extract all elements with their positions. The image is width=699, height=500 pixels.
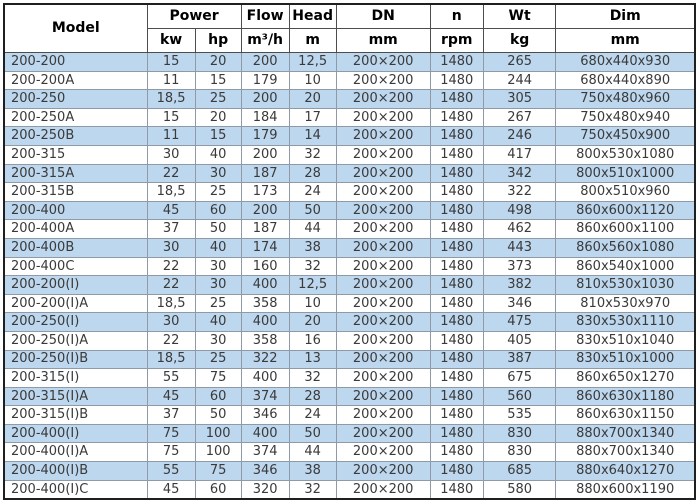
value-cell: 200×200 bbox=[336, 71, 430, 90]
pump-spec-table bbox=[3, 3, 696, 500]
table-row bbox=[4, 350, 695, 369]
value-cell: 24 bbox=[289, 183, 336, 202]
model-cell: 200-250 bbox=[4, 90, 147, 109]
value-cell: 173 bbox=[241, 183, 289, 202]
col-header-dn: DN bbox=[336, 4, 430, 29]
value-cell: 200 bbox=[241, 53, 289, 72]
model-cell: 200-250(I)A bbox=[4, 331, 147, 350]
value-cell: 60 bbox=[195, 480, 241, 499]
col-header-dim: Dim bbox=[556, 4, 695, 29]
value-cell: 1480 bbox=[430, 276, 483, 295]
table-row bbox=[4, 90, 695, 109]
value-cell: 860x600x1100 bbox=[556, 220, 695, 239]
value-cell: 346 bbox=[241, 406, 289, 425]
value-cell: 1480 bbox=[430, 220, 483, 239]
value-cell: 675 bbox=[483, 369, 556, 388]
value-cell: 1480 bbox=[430, 90, 483, 109]
model-cell: 200-200(I) bbox=[4, 276, 147, 295]
value-cell: 346 bbox=[483, 294, 556, 313]
value-cell: 1480 bbox=[430, 313, 483, 332]
table-row bbox=[4, 257, 695, 276]
value-cell: 1480 bbox=[430, 201, 483, 220]
value-cell: 32 bbox=[289, 480, 336, 499]
value-cell: 810x530x1030 bbox=[556, 276, 695, 295]
value-cell: 38 bbox=[289, 238, 336, 257]
value-cell: 200×200 bbox=[336, 276, 430, 295]
value-cell: 200×200 bbox=[336, 108, 430, 127]
value-cell: 22 bbox=[147, 331, 195, 350]
value-cell: 267 bbox=[483, 108, 556, 127]
value-cell: 244 bbox=[483, 71, 556, 90]
table-row bbox=[4, 443, 695, 462]
value-cell: 382 bbox=[483, 276, 556, 295]
value-cell: 498 bbox=[483, 201, 556, 220]
value-cell: 200×200 bbox=[336, 53, 430, 72]
value-cell: 443 bbox=[483, 238, 556, 257]
value-cell: 200×200 bbox=[336, 313, 430, 332]
model-cell: 200-400(I)A bbox=[4, 443, 147, 462]
value-cell: 28 bbox=[289, 164, 336, 183]
value-cell: 1480 bbox=[430, 350, 483, 369]
value-cell: 18,5 bbox=[147, 183, 195, 202]
value-cell: 580 bbox=[483, 480, 556, 499]
value-cell: 405 bbox=[483, 331, 556, 350]
value-cell: 860x650x1270 bbox=[556, 369, 695, 388]
value-cell: 200×200 bbox=[336, 462, 430, 481]
col-subheader-dim-unit: mm bbox=[556, 29, 695, 53]
value-cell: 750x480x960 bbox=[556, 90, 695, 109]
value-cell: 44 bbox=[289, 220, 336, 239]
table-row bbox=[4, 462, 695, 481]
value-cell: 1480 bbox=[430, 331, 483, 350]
value-cell: 200×200 bbox=[336, 387, 430, 406]
value-cell: 22 bbox=[147, 257, 195, 276]
value-cell: 37 bbox=[147, 220, 195, 239]
value-cell: 200×200 bbox=[336, 424, 430, 443]
value-cell: 18,5 bbox=[147, 90, 195, 109]
col-subheader-hp: hp bbox=[195, 29, 241, 53]
value-cell: 187 bbox=[241, 164, 289, 183]
value-cell: 75 bbox=[195, 369, 241, 388]
value-cell: 18,5 bbox=[147, 350, 195, 369]
value-cell: 800x510x960 bbox=[556, 183, 695, 202]
value-cell: 358 bbox=[241, 331, 289, 350]
value-cell: 830 bbox=[483, 443, 556, 462]
model-cell: 200-400B bbox=[4, 238, 147, 257]
col-header-flow: Flow bbox=[241, 4, 289, 29]
model-cell: 200-250(I) bbox=[4, 313, 147, 332]
value-cell: 184 bbox=[241, 108, 289, 127]
value-cell: 1480 bbox=[430, 108, 483, 127]
value-cell: 160 bbox=[241, 257, 289, 276]
value-cell: 200 bbox=[241, 201, 289, 220]
value-cell: 17 bbox=[289, 108, 336, 127]
value-cell: 800x510x1000 bbox=[556, 164, 695, 183]
value-cell: 200×200 bbox=[336, 145, 430, 164]
value-cell: 44 bbox=[289, 443, 336, 462]
value-cell: 32 bbox=[289, 369, 336, 388]
value-cell: 200×200 bbox=[336, 257, 430, 276]
model-cell: 200-400A bbox=[4, 220, 147, 239]
value-cell: 200×200 bbox=[336, 443, 430, 462]
model-cell: 200-200(I)A bbox=[4, 294, 147, 313]
table-row bbox=[4, 108, 695, 127]
col-header-model: Model bbox=[4, 4, 147, 53]
value-cell: 1480 bbox=[430, 71, 483, 90]
value-cell: 16 bbox=[289, 331, 336, 350]
value-cell: 400 bbox=[241, 276, 289, 295]
value-cell: 25 bbox=[195, 183, 241, 202]
value-cell: 750x480x940 bbox=[556, 108, 695, 127]
value-cell: 15 bbox=[147, 53, 195, 72]
value-cell: 1480 bbox=[430, 127, 483, 146]
value-cell: 800x530x1080 bbox=[556, 145, 695, 164]
model-cell: 200-400(I)B bbox=[4, 462, 147, 481]
col-subheader-kw: kw bbox=[147, 29, 195, 53]
value-cell: 20 bbox=[289, 90, 336, 109]
value-cell: 12,5 bbox=[289, 53, 336, 72]
value-cell: 1480 bbox=[430, 257, 483, 276]
table-row bbox=[4, 71, 695, 90]
value-cell: 14 bbox=[289, 127, 336, 146]
table-row bbox=[4, 183, 695, 202]
value-cell: 830x510x1040 bbox=[556, 331, 695, 350]
value-cell: 860x630x1150 bbox=[556, 406, 695, 425]
value-cell: 246 bbox=[483, 127, 556, 146]
value-cell: 75 bbox=[147, 424, 195, 443]
table-row bbox=[4, 201, 695, 220]
value-cell: 40 bbox=[195, 313, 241, 332]
value-cell: 680x440x890 bbox=[556, 71, 695, 90]
header-row-top bbox=[4, 4, 695, 29]
value-cell: 680x440x930 bbox=[556, 53, 695, 72]
value-cell: 830x510x1000 bbox=[556, 350, 695, 369]
model-cell: 200-250B bbox=[4, 127, 147, 146]
table-row bbox=[4, 145, 695, 164]
value-cell: 374 bbox=[241, 443, 289, 462]
model-cell: 200-315(I)B bbox=[4, 406, 147, 425]
value-cell: 30 bbox=[147, 145, 195, 164]
value-cell: 50 bbox=[195, 220, 241, 239]
value-cell: 10 bbox=[289, 71, 336, 90]
value-cell: 75 bbox=[195, 462, 241, 481]
value-cell: 475 bbox=[483, 313, 556, 332]
model-cell: 200-315(I) bbox=[4, 369, 147, 388]
value-cell: 50 bbox=[289, 424, 336, 443]
model-cell: 200-250A bbox=[4, 108, 147, 127]
value-cell: 400 bbox=[241, 313, 289, 332]
value-cell: 20 bbox=[195, 53, 241, 72]
value-cell: 860x630x1180 bbox=[556, 387, 695, 406]
value-cell: 40 bbox=[195, 145, 241, 164]
table-row bbox=[4, 220, 695, 239]
value-cell: 320 bbox=[241, 480, 289, 499]
value-cell: 187 bbox=[241, 220, 289, 239]
model-cell: 200-315A bbox=[4, 164, 147, 183]
value-cell: 28 bbox=[289, 387, 336, 406]
value-cell: 13 bbox=[289, 350, 336, 369]
table-row bbox=[4, 127, 695, 146]
value-cell: 15 bbox=[147, 108, 195, 127]
value-cell: 810x530x970 bbox=[556, 294, 695, 313]
table-row bbox=[4, 424, 695, 443]
value-cell: 20 bbox=[195, 108, 241, 127]
value-cell: 200×200 bbox=[336, 127, 430, 146]
value-cell: 11 bbox=[147, 127, 195, 146]
value-cell: 30 bbox=[195, 331, 241, 350]
value-cell: 860x600x1120 bbox=[556, 201, 695, 220]
value-cell: 830x530x1110 bbox=[556, 313, 695, 332]
value-cell: 179 bbox=[241, 71, 289, 90]
table-row bbox=[4, 294, 695, 313]
model-cell: 200-400 bbox=[4, 201, 147, 220]
value-cell: 32 bbox=[289, 257, 336, 276]
table-body bbox=[4, 53, 695, 500]
table-row bbox=[4, 238, 695, 257]
model-cell: 200-400C bbox=[4, 257, 147, 276]
value-cell: 200×200 bbox=[336, 220, 430, 239]
value-cell: 30 bbox=[195, 257, 241, 276]
col-subheader-n-unit: rpm bbox=[430, 29, 483, 53]
table-row bbox=[4, 164, 695, 183]
value-cell: 60 bbox=[195, 387, 241, 406]
value-cell: 200×200 bbox=[336, 294, 430, 313]
value-cell: 200×200 bbox=[336, 406, 430, 425]
value-cell: 55 bbox=[147, 369, 195, 388]
value-cell: 200 bbox=[241, 90, 289, 109]
table-row bbox=[4, 369, 695, 388]
value-cell: 25 bbox=[195, 294, 241, 313]
value-cell: 30 bbox=[195, 164, 241, 183]
value-cell: 560 bbox=[483, 387, 556, 406]
value-cell: 12,5 bbox=[289, 276, 336, 295]
value-cell: 100 bbox=[195, 424, 241, 443]
value-cell: 22 bbox=[147, 276, 195, 295]
value-cell: 37 bbox=[147, 406, 195, 425]
table-row bbox=[4, 387, 695, 406]
value-cell: 200×200 bbox=[336, 331, 430, 350]
model-cell: 200-400(I)C bbox=[4, 480, 147, 499]
value-cell: 200×200 bbox=[336, 164, 430, 183]
value-cell: 305 bbox=[483, 90, 556, 109]
value-cell: 1480 bbox=[430, 164, 483, 183]
table-row bbox=[4, 313, 695, 332]
value-cell: 200×200 bbox=[336, 183, 430, 202]
value-cell: 30 bbox=[195, 276, 241, 295]
value-cell: 346 bbox=[241, 462, 289, 481]
table-row bbox=[4, 276, 695, 295]
value-cell: 1480 bbox=[430, 53, 483, 72]
value-cell: 400 bbox=[241, 369, 289, 388]
value-cell: 200×200 bbox=[336, 238, 430, 257]
value-cell: 860x560x1080 bbox=[556, 238, 695, 257]
value-cell: 200×200 bbox=[336, 369, 430, 388]
value-cell: 60 bbox=[195, 201, 241, 220]
value-cell: 174 bbox=[241, 238, 289, 257]
value-cell: 200×200 bbox=[336, 90, 430, 109]
value-cell: 1480 bbox=[430, 369, 483, 388]
value-cell: 30 bbox=[147, 313, 195, 332]
value-cell: 25 bbox=[195, 90, 241, 109]
value-cell: 860x540x1000 bbox=[556, 257, 695, 276]
value-cell: 38 bbox=[289, 462, 336, 481]
col-subheader-head-unit: m bbox=[289, 29, 336, 53]
model-cell: 200-315 bbox=[4, 145, 147, 164]
value-cell: 22 bbox=[147, 164, 195, 183]
value-cell: 10 bbox=[289, 294, 336, 313]
value-cell: 179 bbox=[241, 127, 289, 146]
model-cell: 200-200 bbox=[4, 53, 147, 72]
value-cell: 1480 bbox=[430, 294, 483, 313]
value-cell: 1480 bbox=[430, 406, 483, 425]
value-cell: 1480 bbox=[430, 145, 483, 164]
table-row bbox=[4, 480, 695, 499]
value-cell: 880x640x1270 bbox=[556, 462, 695, 481]
value-cell: 24 bbox=[289, 406, 336, 425]
value-cell: 685 bbox=[483, 462, 556, 481]
table-row bbox=[4, 331, 695, 350]
value-cell: 373 bbox=[483, 257, 556, 276]
value-cell: 535 bbox=[483, 406, 556, 425]
model-cell: 200-315B bbox=[4, 183, 147, 202]
value-cell: 45 bbox=[147, 387, 195, 406]
col-header-head: Head bbox=[289, 4, 336, 29]
table-row bbox=[4, 53, 695, 72]
value-cell: 322 bbox=[241, 350, 289, 369]
value-cell: 25 bbox=[195, 350, 241, 369]
value-cell: 50 bbox=[289, 201, 336, 220]
value-cell: 45 bbox=[147, 201, 195, 220]
col-header-power: Power bbox=[147, 4, 241, 29]
value-cell: 40 bbox=[195, 238, 241, 257]
value-cell: 387 bbox=[483, 350, 556, 369]
value-cell: 15 bbox=[195, 71, 241, 90]
value-cell: 830 bbox=[483, 424, 556, 443]
value-cell: 18,5 bbox=[147, 294, 195, 313]
value-cell: 750x450x900 bbox=[556, 127, 695, 146]
value-cell: 32 bbox=[289, 145, 336, 164]
value-cell: 200×200 bbox=[336, 350, 430, 369]
table-header bbox=[4, 4, 695, 53]
value-cell: 1480 bbox=[430, 443, 483, 462]
value-cell: 322 bbox=[483, 183, 556, 202]
value-cell: 358 bbox=[241, 294, 289, 313]
value-cell: 100 bbox=[195, 443, 241, 462]
value-cell: 55 bbox=[147, 462, 195, 481]
value-cell: 880x600x1190 bbox=[556, 480, 695, 499]
value-cell: 50 bbox=[195, 406, 241, 425]
value-cell: 1480 bbox=[430, 183, 483, 202]
value-cell: 1480 bbox=[430, 424, 483, 443]
value-cell: 400 bbox=[241, 424, 289, 443]
model-cell: 200-400(I) bbox=[4, 424, 147, 443]
value-cell: 880x700x1340 bbox=[556, 443, 695, 462]
col-header-n: n bbox=[430, 4, 483, 29]
col-header-wt: Wt bbox=[483, 4, 556, 29]
value-cell: 417 bbox=[483, 145, 556, 164]
value-cell: 462 bbox=[483, 220, 556, 239]
table-row bbox=[4, 406, 695, 425]
value-cell: 342 bbox=[483, 164, 556, 183]
value-cell: 1480 bbox=[430, 387, 483, 406]
model-cell: 200-250(I)B bbox=[4, 350, 147, 369]
value-cell: 45 bbox=[147, 480, 195, 499]
value-cell: 200 bbox=[241, 145, 289, 164]
value-cell: 1480 bbox=[430, 238, 483, 257]
col-subheader-flow-unit: m³/h bbox=[241, 29, 289, 53]
value-cell: 1480 bbox=[430, 480, 483, 499]
value-cell: 75 bbox=[147, 443, 195, 462]
value-cell: 880x700x1340 bbox=[556, 424, 695, 443]
value-cell: 15 bbox=[195, 127, 241, 146]
value-cell: 200×200 bbox=[336, 480, 430, 499]
value-cell: 265 bbox=[483, 53, 556, 72]
col-subheader-dn-unit: mm bbox=[336, 29, 430, 53]
col-subheader-wt-unit: kg bbox=[483, 29, 556, 53]
model-cell: 200-315(I)A bbox=[4, 387, 147, 406]
value-cell: 200×200 bbox=[336, 201, 430, 220]
model-cell: 200-200A bbox=[4, 71, 147, 90]
value-cell: 20 bbox=[289, 313, 336, 332]
value-cell: 1480 bbox=[430, 462, 483, 481]
value-cell: 30 bbox=[147, 238, 195, 257]
value-cell: 374 bbox=[241, 387, 289, 406]
value-cell: 11 bbox=[147, 71, 195, 90]
